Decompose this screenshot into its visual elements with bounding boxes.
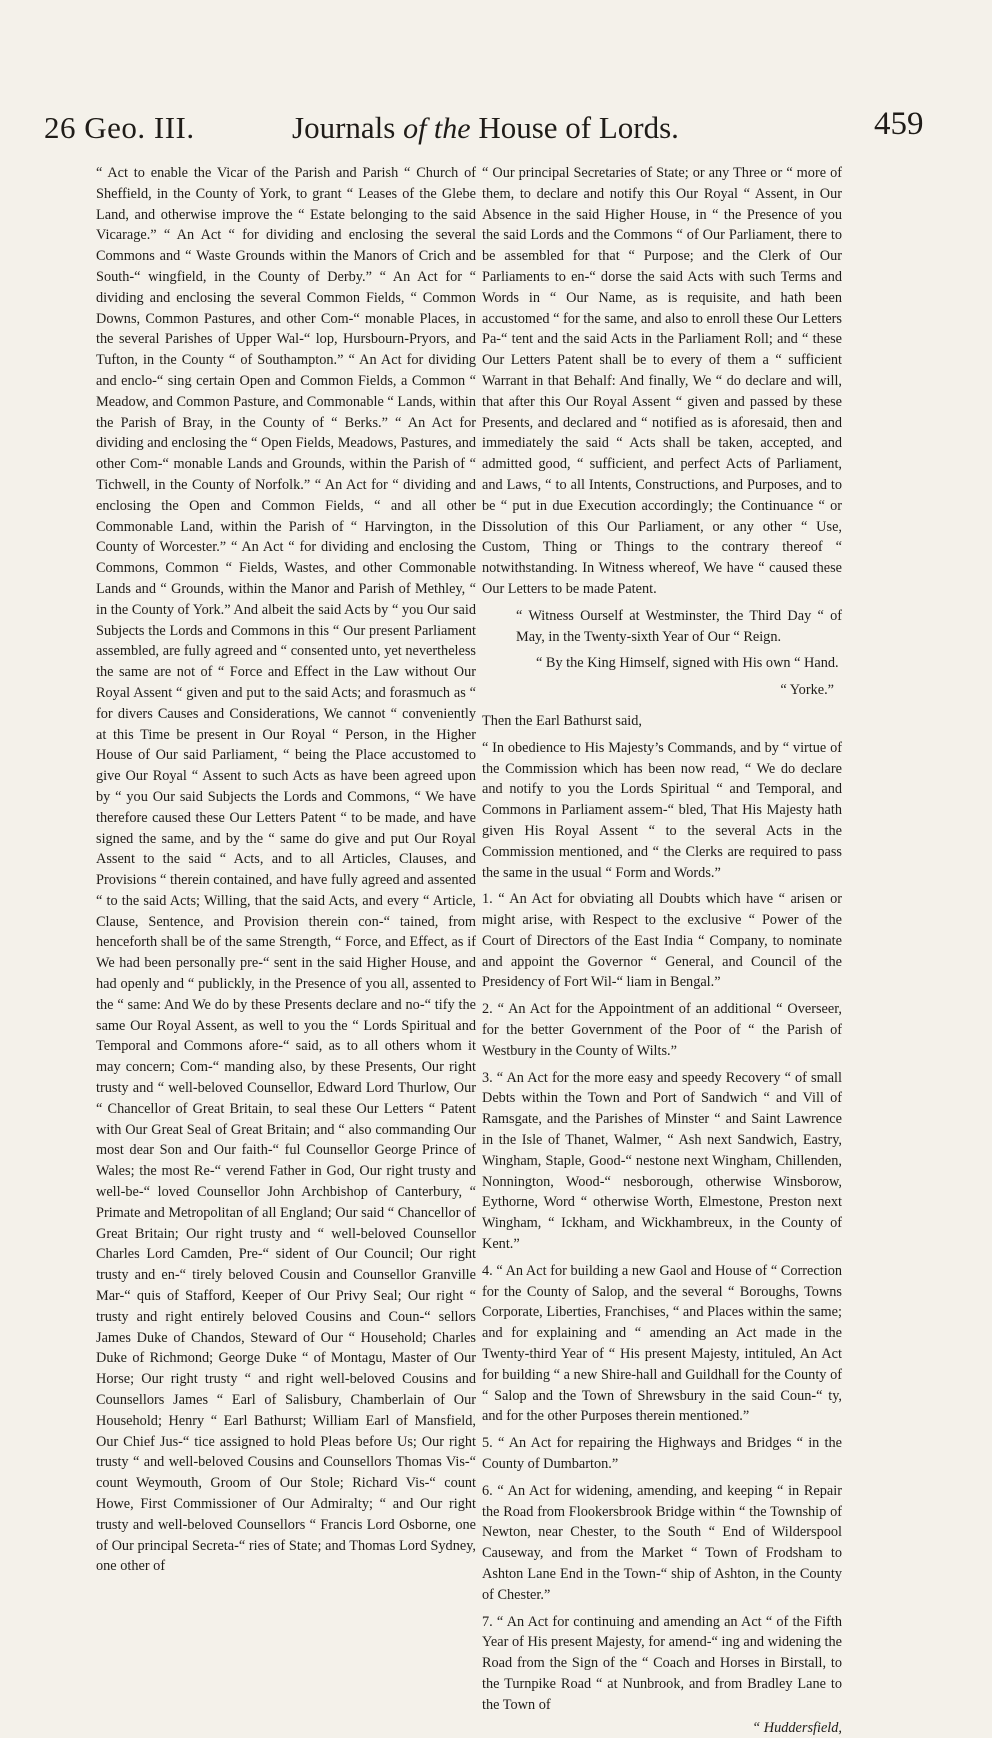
act-1: 1. “ An Act for obviating all Doubts which have “ arisen or might arise, with Respect to the exclusive “ Power of the Court of Directors of the East India “ Company, to nominate and appoint the Governor “ General, and Council of the Presidency of Fort Wil-“ liam in Bengal.” — [482, 891, 842, 991]
act-3: 3. “ An Act for the more easy and speedy Recovery “ of small Debts within the Town and Port of Sandwich “ and Vill of Ramsgate, and the Parishes of Minster “ and Saint Lawrence in the Isle of Thanet, Walmer, “ Ash next Sandwich, Eastry, Wingham, Staple, Good-“ nestone next Wingham, Chillenden, Nonnington, Wood-“ nesborough, otherwise Winsborow, Eythorne, Word “ otherwise Worth, Elmestone, Preston next Wingham, “ Ickham, and Wickhambreux, in the County of Kent.” — [482, 1069, 842, 1253]
left-column — [96, 163, 476, 1577]
royal-assent-continuation: “ Our principal Secretaries of State; or any Three or “ more of them, to declare and notify this Our Royal “ Assent, in Our Absence in the said Higher House, in “ the Presence of you the said Lords and the Commons “ of Our Parliament, there to be assembled for that “ Purpose; and the Clerk of Our Parliaments to en-“ dorse the said Acts with such Terms and Words in “ Our Name, as is requisite, and hath been accustomed “ for the same, and also to enroll these Our Letters Pa-“ tent and the said Acts in the Parliament Roll; and “ these Our Letters Patent shall be to every of them a “ sufficient Warrant in that Behalf: And finally, We “ do declare and will, that after this Our Royal Assent “ given and passed by these Presents, and declared and “ notified as is aforesaid, then and immediately the said “ Acts shall be taken, accepted, and admitted good, “ sufficient, and perfect Acts of Parliament, and Laws, “ to all Intents, Constructions, and Purposes, and to be “ put in due Execution accordingly; the Continuance “ or Dissolution of this Our Parliament, or any other “ Use, Custom, Thing or Things to the contrary thereof “ notwithstanding. In Witness whereof, We have “ caused these Our Letters to be made Patent. — [482, 165, 842, 597]
header-title-prefix: Journals — [292, 110, 396, 145]
earl-bathurst-intro: Then the Earl Bathurst said, — [482, 712, 643, 729]
header-title — [292, 110, 679, 146]
left-column-text: “ Act to enable the Vicar of the Parish and Parish “ Church of Sheffield, in the County of York, to grant “ Leases of the Glebe Land, and otherwise improve the “ Estate belonging to the said Vicarage.” “ An Act “ for dividing and enclosing the several Commons and “ Waste Grounds within the Manors of Crich and South-“ wingfield, in the County of Derby.” “ An Act for “ dividing and enclosing the several Common Fields, “ Common Downs, Common Pastures, and other Com-“ monable Places, in the several Parishes of Upper Wal-“ lop, Hursbourn-Pryors, and Tufton, in the County “ of Southampton.” “ An Act for dividing and enclo-“ sing certain Open and Common Fields, a Common “ Meadow, and Common Pasture, and Commonable “ Lands, within the Parish of Bray, in the County of “ Berks.” “ An Act for dividing and enclosing the “ Open Fields, Meadows, Pastures, and other Com-“ monable Lands and Grounds, within the Parish of “ Tichwell, in the County of Norfolk.” “ An Act for “ dividing and enclosing the Open and Common Fields, “ and all other Commonable Land, within the Parish of “ Harvington, in the County of Worcester.” “ An Act “ for dividing and enclosing the Commons, Common “ Fields, Wastes, and other Commonable Lands and “ Grounds, within the Manor and Parish of Methley, “ in the County of York.” And albeit the said Acts by “ you Our said Subjects the Lords and Commons in this “ Our present Parliament assembled, are fully agreed and “ consented unto, yet nevertheless the same are not of “ Force and Effect in the Law without Our Royal Assent “ given and put to the said Acts; and forasmuch as “ for divers Causes and Considerations, We cannot “ conveniently at this Time be present in Our Royal “ Person, in the Higher House of Our said Parliament, “ being the Place accustomed to give Our Royal “ Assent to such Acts as have been agreed upon by “ you Our said Subjects the Lords and Commons, “ We have therefore caused these Our Letters Patent “ to be made, and have signed the same, and by the “ same do give and put Our Royal Assent to the said “ Acts, and to all Articles, Clauses, and Provisions “ therein contained, and have fully agreed and assented “ to the said Acts; Willing, that the said Acts, and every “ Article, Clause, Sentence, and Provision therein con-“ tained, from henceforth shall be of the same Strength, “ Force, and Effect, as if We had been personally pre-“ sent in the said Higher House, and had openly and “ publickly, in the Presence of you all, assented to the “ same: And We do by these Presents declare and no-“ tify the same Our Royal Assent, as well to you the “ Lords Spiritual and Temporal and Commons afore-“ said, as to all others whom it may concern; Com-“ manding also, by these Presents, Our right trusty and “ well-beloved Counsellor, Edward Lord Thurlow, Our “ Chancellor of Great Britain, to seal these Our Letters “ Patent with Our Great Seal of Great Britain; and “ also commanding Our most dear Son and Our faith-“ ful Counsellor George Prince of Wales; the most Re-“ verend Father in God, Our right trusty and well-be-“ loved Counsellor John Archbishop of Canterbury, “ Primate and Metropolitan of all England; Our said “ Chancellor of Great Britain; Our right trusty and “ well-beloved Counsellor Charles Lord Camden, Pre-“ sident of Our Council; Our right trusty and en-“ tirely beloved Cousin and Counsellor Granville Mar-“ quis of Stafford, Keeper of Our Privy Seal; Our right “ trusty and right entirely beloved Cousins and Coun-“ sellors James Duke of Chandos, Steward of Our “ Household; Charles Duke of Richmond; George Duke “ of Montagu, Master of Our Horse; Our right trusty “ and right well-beloved Cousins and Counsellors James “ Earl of Salisbury, Chamberlain of Our Household; Henry “ Earl Bathurst; William Earl of Mansfield, Our Chief Jus-“ tice assigned to hold Pleas before Us; Our right trusty “ and well-beloved Cousins and Counsellors Thomas Vis-“ count Weymouth, Groom of Our Stole; Richard Vis-“ count Howe, First Commissioner of Our Admiralty; “ and Our right trusty and well-beloved Counsellors “ Francis Lord Osborne, one of Our principal Secreta-“ ries of State; and Thomas Lord Sydney, one other of — [96, 165, 476, 1575]
act-4: 4. “ An Act for building a new Gaol and House of “ Correction for the County of Salop, and the several “ Boroughs, Towns Corporate, Liberties, Franchises, “ and Places within the same; and for explaining and “ amending an Act made in the Twenty-third Year of “ His present Majesty, intituled, An Act for building “ a new Shire-hall and Guildhall for the County of “ Salop and the Town of Shrewsbury in the said Coun-“ ty, and for the other Purposes therein mentioned.” — [482, 1262, 842, 1425]
witness-clause: “ Witness Ourself at Westminster, the Third Day “ of May, in the Twenty-sixth Year of Our “ Reign. — [516, 607, 842, 645]
header-title-of: of the — [403, 112, 471, 145]
page-number: 459 — [874, 106, 924, 142]
right-column — [482, 163, 842, 1738]
act-5: 5. “ An Act for repairing the Highways and Bridges “ in the County of Dumbarton.” — [482, 1435, 842, 1473]
signature-yorke: “ Yorke.” — [780, 682, 834, 699]
earl-bathurst-speech: “ In obedience to His Majesty’s Commands, and by “ virtue of the Commission which has been now read, “ We do declare and notify to you the Lords Spiritual “ and Temporal, and Commons in Parliament assem-“ bled, That His Majesty hath given His Royal Assent “ to the several Acts in the Commission mentioned, and “ the Clerks are required to pass the same in the usual “ Form and Words.” — [482, 739, 842, 881]
catchword: “ Huddersfield, — [752, 1719, 842, 1736]
act-7: 7. “ An Act for continuing and amending an Act “ of the Fifth Year of His present Majesty, for amend-“ ing and widening the Road from the Sign of the “ Coach and Horses in Birstall, to the Turnpike Road “ at Nunbrook, and from Bradley Lane to the Town of — [482, 1613, 842, 1713]
by-the-king-clause: “ By the King Himself, signed with His own “ Hand. — [536, 655, 839, 672]
header-title-suffix: House of Lords. — [478, 110, 679, 145]
act-2: 2. “ An Act for the Appointment of an additional “ Overseer, for the better Government of the Poor of “ the Parish of Westbury in the County of Wilts.” — [482, 1001, 842, 1059]
header-regnal-year: 26 Geo. III. — [44, 110, 195, 145]
act-6: 6. “ An Act for widening, amending, and keeping “ in Repair the Road from Flookersbrook Bridge within “ the Township of Newton, near Chester, to the South “ End of Wilderspool Causeway, and from the Market “ Town of Frodsham to Ashton Lane End in the Town-“ ship of Ashton, in the County of Chester.” — [482, 1482, 842, 1603]
